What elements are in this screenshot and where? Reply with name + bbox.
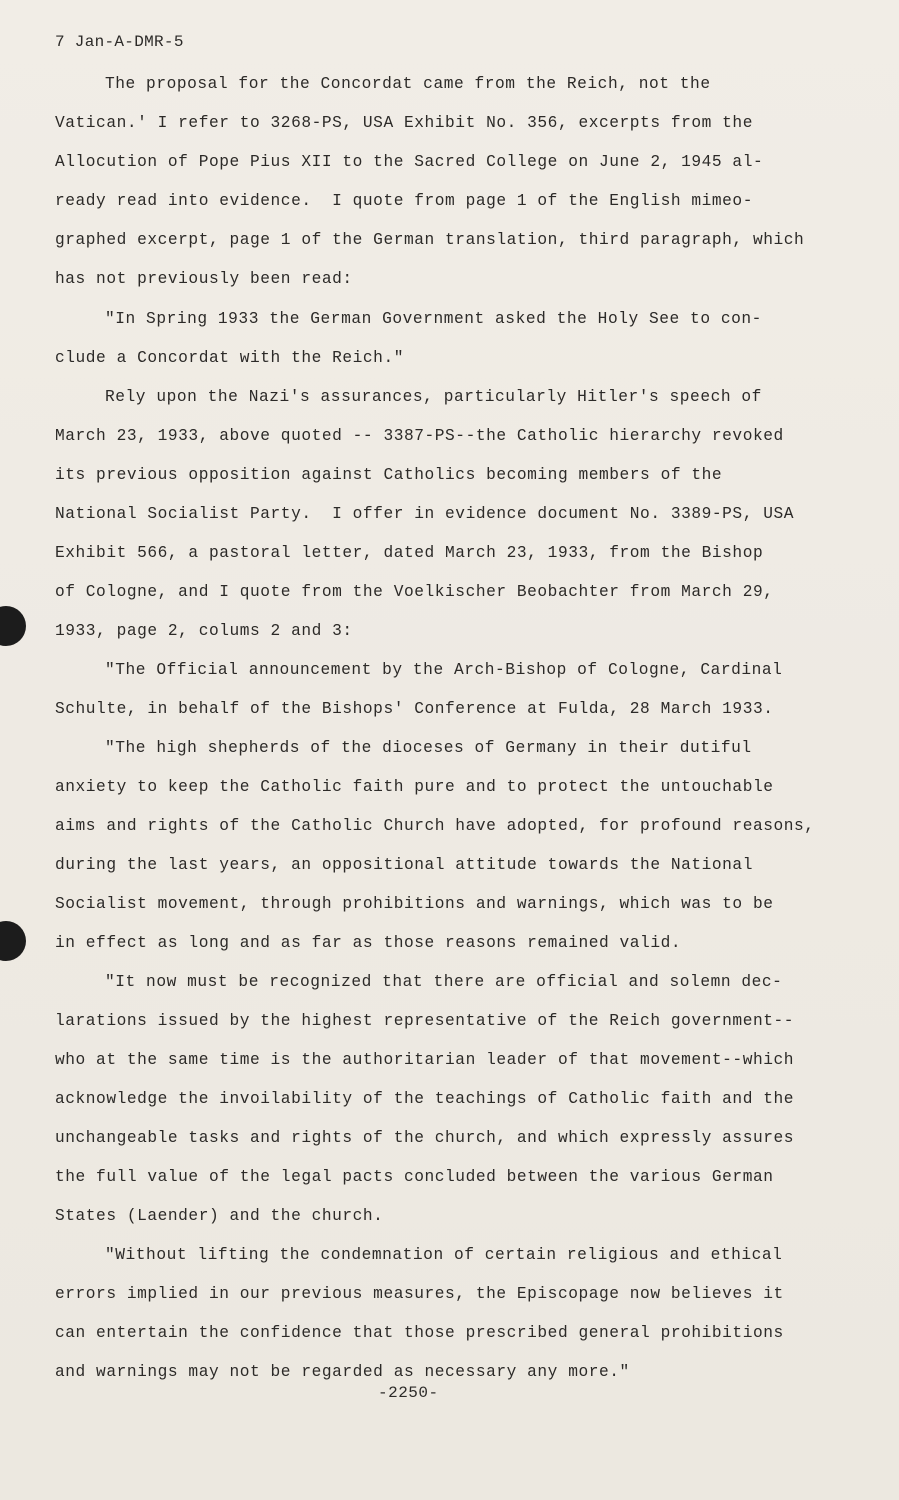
text-line: who at the same time is the authoritarian leader of that movement--which: [55, 1051, 795, 1069]
page-number: -2250-: [378, 1384, 439, 1402]
text-line: Socialist movement, through prohibitions and warnings, which was to be: [55, 895, 774, 913]
text-line: can entertain the confidence that those prescribed general prohibitions: [55, 1324, 784, 1342]
text-line: its previous opposition against Catholics becoming members of the: [55, 466, 723, 484]
text-line: larations issued by the highest representative of the Reich government--: [55, 1012, 795, 1030]
text-line: of Cologne, and I quote from the Voelkischer Beobachter from March 29,: [55, 583, 774, 601]
text-line: Schulte, in behalf of the Bishops' Conference at Fulda, 28 March 1933.: [55, 700, 774, 718]
text-line: ready read into evidence. I quote from page 1 of the English mimeo-: [55, 192, 753, 210]
text-line: States (Laender) and the church.: [55, 1207, 384, 1225]
text-line: in effect as long and as far as those reasons remained valid.: [55, 934, 682, 952]
text-line: has not previously been read:: [55, 270, 353, 288]
text-line: unchangeable tasks and rights of the church, and which expressly assures: [55, 1129, 795, 1147]
text-line: Exhibit 566, a pastoral letter, dated March 23, 1933, from the Bishop: [55, 544, 764, 562]
text-line: during the last years, an oppositional attitude towards the National: [55, 856, 753, 874]
text-line: and warnings may not be regarded as necessary any more.": [55, 1363, 630, 1381]
text-line: "Without lifting the condemnation of certain religious and ethical: [105, 1246, 783, 1264]
text-line: acknowledge the invoilability of the teachings of Catholic faith and the: [55, 1090, 795, 1108]
text-line: The proposal for the Concordat came from the Reich, not the: [105, 75, 711, 93]
text-line: March 23, 1933, above quoted -- 3387-PS--the Catholic hierarchy revoked: [55, 427, 784, 445]
text-line: the full value of the legal pacts concluded between the various German: [55, 1168, 774, 1186]
text-line: 1933, page 2, colums 2 and 3:: [55, 622, 353, 640]
text-line: "The Official announcement by the Arch-Bishop of Cologne, Cardinal: [105, 661, 783, 679]
text-line: Allocution of Pope Pius XII to the Sacred College on June 2, 1945 al-: [55, 153, 764, 171]
text-line: clude a Concordat with the Reich.": [55, 349, 404, 367]
text-line: "It now must be recognized that there are official and solemn dec-: [105, 973, 783, 991]
text-line: graphed excerpt, page 1 of the German translation, third paragraph, which: [55, 231, 805, 249]
text-line: National Socialist Party. I offer in evidence document No. 3389-PS, USA: [55, 505, 795, 523]
document-header: 7 Jan-A-DMR-5: [55, 33, 184, 51]
text-line: aims and rights of the Catholic Church have adopted, for profound reasons,: [55, 817, 815, 835]
text-line: errors implied in our previous measures, the Episcopage now believes it: [55, 1285, 784, 1303]
text-line: anxiety to keep the Catholic faith pure and to protect the untouchable: [55, 778, 774, 796]
text-line: Rely upon the Nazi's assurances, particularly Hitler's speech of: [105, 388, 762, 406]
text-line: "The high shepherds of the dioceses of Germany in their dutiful: [105, 739, 752, 757]
text-line: Vatican.' I refer to 3268-PS, USA Exhibit No. 356, excerpts from the: [55, 114, 753, 132]
punch-hole: [0, 921, 26, 961]
text-line: "In Spring 1933 the German Government asked the Holy See to con-: [105, 310, 762, 328]
punch-hole: [0, 606, 26, 646]
